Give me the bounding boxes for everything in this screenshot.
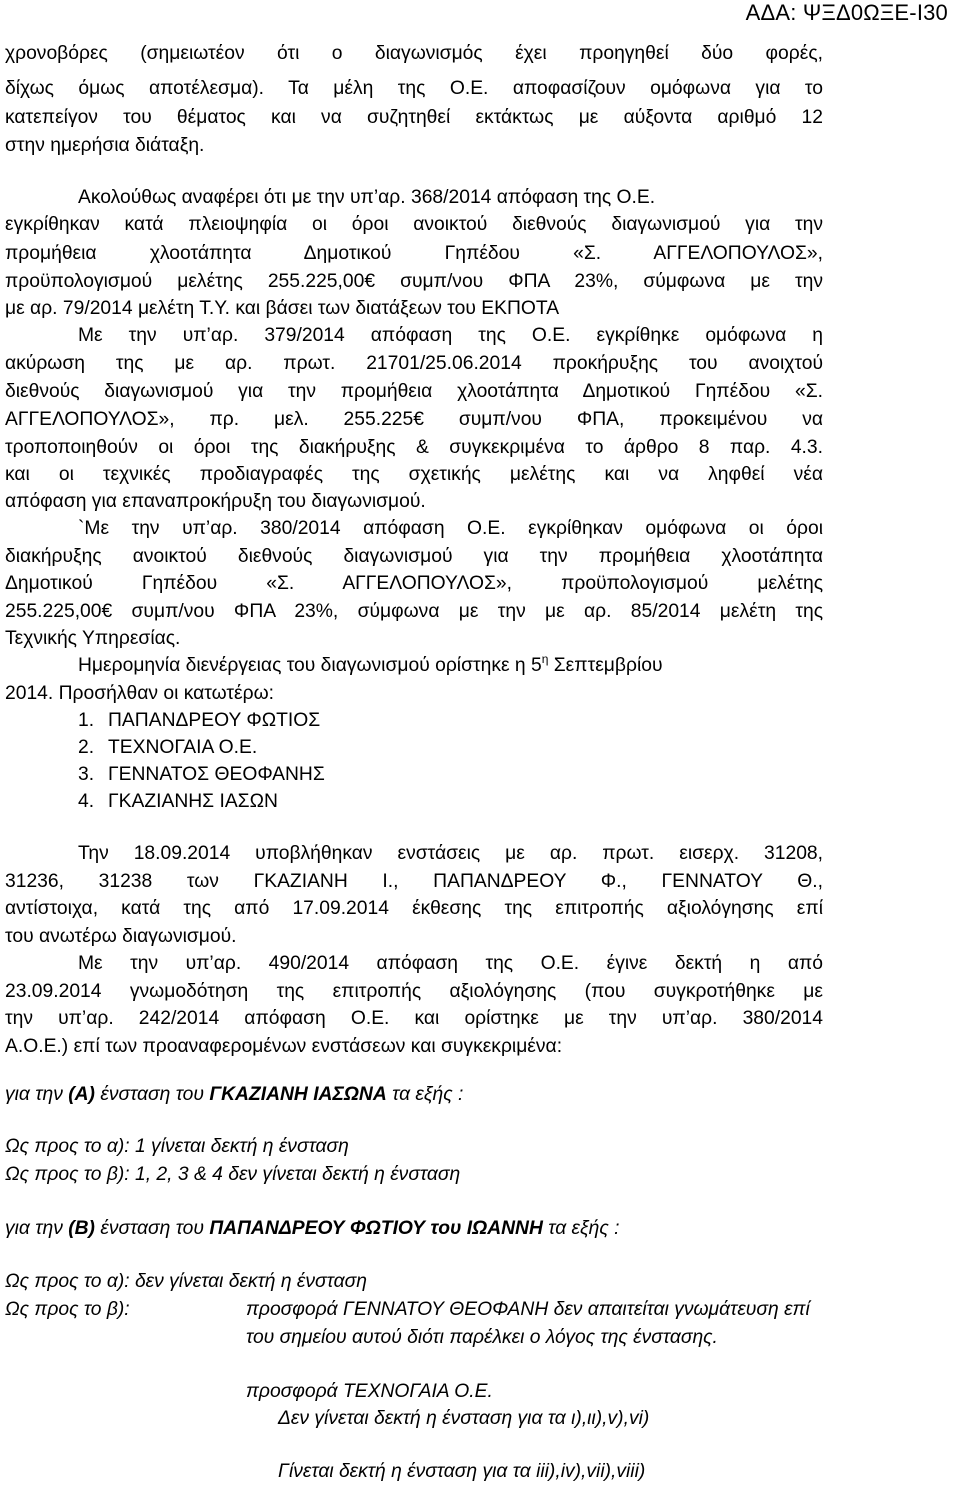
text-line: 31236, 31238 των ΓΚΑΖΙΑΝΗ Ι., ΠΑΠΑΝΔΡΕΟΥ Φ., ΓΕΝΝΑΤΟΥ Θ., bbox=[5, 871, 823, 892]
ordinal-superscript: η bbox=[541, 652, 549, 666]
bidder-name: ΤΕΧΝΟΓΑΙΑ Ο.Ε. bbox=[108, 737, 258, 758]
objector-name: ΓΚΑΖΙΑΝΗ ΙΑΣΩΝΑ bbox=[209, 1084, 387, 1105]
objection-letter: (Β) bbox=[68, 1218, 95, 1239]
ruling-line: Ως προς το β): 1, 2, 3 & 4 δεν γίνεται δεκτή η ένσταση bbox=[5, 1164, 461, 1185]
text-line: ΑΓΓΕΛΟΠΟΥΛΟΣ», πρ. μελ. 255.225€ συμπ/νου ΦΠΑ, προκειμένου να bbox=[5, 409, 823, 430]
text-line: 255.225,00€ συμπ/νου ΦΠΑ 23%, σύμφωνα με την με αρ. 85/2014 μελέτη της bbox=[5, 601, 823, 622]
bidder-name: ΓΚΑΖΙΑΝΗΣ ΙΑΣΩΝ bbox=[108, 791, 278, 812]
bidder-name: ΓΕΝΝΑΤΟΣ ΘΕΟΦΑΝΗΣ bbox=[108, 764, 325, 785]
text-line bbox=[78, 654, 823, 678]
heading-text: για την bbox=[5, 1218, 69, 1239]
text-line: εγκρίθηκαν κατά πλειοψηφία οι όροι ανοικτού διεθνούς διαγωνισμού για την bbox=[5, 214, 823, 235]
text-line: με αρ. 79/2014 μελέτη Τ.Υ. και βάσει των διατάξεων του ΕΚΠΟΤΑ bbox=[5, 298, 560, 319]
text-line: Τεχνικής Υπηρεσίας. bbox=[5, 628, 181, 649]
ruling-line: προσφορά ΤΕΧΝΟΓΑΙΑ Ο.Ε. bbox=[246, 1381, 493, 1402]
text-line: Με την υπ’αρ. 490/2014 απόφαση της Ο.Ε. έγινε δεκτή η από bbox=[78, 953, 823, 974]
heading-text: για την bbox=[5, 1084, 69, 1105]
text-line: την υπ’αρ. 242/2014 απόφαση Ο.Ε. και ορίστηκε με την υπ’αρ. 380/2014 bbox=[5, 1008, 823, 1029]
text-line: προϋπολογισμού μελέτης 255.225,00€ συμπ/νου ΦΠΑ 23%, σύμφωνα με την bbox=[5, 271, 823, 292]
text-line: Την 18.09.2014 υποβλήθηκαν ενστάσεις με αρ. πρωτ. εισερχ. 31208, bbox=[78, 843, 823, 864]
objection-b-heading bbox=[5, 1217, 823, 1241]
list-item bbox=[78, 763, 325, 787]
text-line: προμήθεια χλοοτάπητα Δημοτικού Γηπέδου «Σ. ΑΓΓΕΛΟΠΟΥΛΟΣ», bbox=[5, 243, 823, 264]
text-line: στην ημερήσια διάταξη. bbox=[5, 135, 205, 156]
text-line: Με την υπ’αρ. 379/2014 απόφαση της Ο.Ε. εγκρίθηκε ομόφωνα η bbox=[78, 325, 823, 346]
text-line: Ακολούθως αναφέρει ότι με την υπ’αρ. 368/2014 απόφαση της Ο.Ε. bbox=[78, 187, 656, 208]
text-line: διεθνούς διαγωνισμού για την προμήθεια χλοοτάπητα Δημοτικού Γηπέδου «Σ. bbox=[5, 381, 823, 402]
ruling-line: Ως προς το α): δεν γίνεται δεκτή η ένσταση bbox=[5, 1271, 367, 1292]
text-line: `Με την υπ’αρ. 380/2014 απόφαση Ο.Ε. εγκρίθηκαν ομόφωνα οι όροι bbox=[78, 518, 823, 539]
list-number: 1. bbox=[78, 710, 95, 731]
text-line: 2014. Προσήλθαν οι κατωτέρω: bbox=[5, 683, 274, 704]
list-item bbox=[78, 709, 320, 733]
text-line: Δημοτικού Γηπέδου «Σ. ΑΓΓΕΛΟΠΟΥΛΟΣ», προϋπολογισμού μελέτης bbox=[5, 573, 823, 594]
text-line: ακύρωση της με αρ. πρωτ. 21701/25.06.2014 προκήρυξης του ανοιχτού bbox=[5, 353, 823, 374]
heading-text: τα εξής : bbox=[386, 1084, 464, 1105]
ada-code: ΑΔΑ: ΨΞΔ0ΩΞΕ-Ι30 bbox=[745, 0, 948, 25]
month-text: Σεπτεμβρίου bbox=[548, 655, 663, 676]
bidder-name: ΠΑΠΑΝΔΡΕΟΥ ΦΩΤΙΟΣ bbox=[108, 710, 321, 731]
text-line: διακήρυξης ανοικτού διεθνούς διαγωνισμού για την προμήθεια χλοοτάπητα bbox=[5, 546, 823, 567]
text-line: αντίστοιχα, κατά της από 17.09.2014 έκθεσης της επιτροπής αξιολόγησης επί bbox=[5, 898, 823, 919]
ruling-line: προσφορά ΓΕΝΝΑΤΟΥ ΘΕΟΦΑΝΗ δεν απαιτείται γνωμάτευση επί bbox=[246, 1299, 810, 1320]
objector-name: ΠΑΠΑΝΔΡΕΟΥ ΦΩΤΙΟΥ του ΙΩΑΝΝΗ bbox=[209, 1218, 543, 1239]
heading-text: τα εξής : bbox=[542, 1218, 620, 1239]
list-number: 3. bbox=[78, 764, 95, 785]
ruling-label: Ως προς το β): bbox=[5, 1299, 130, 1320]
text-line: χρονοβόρες (σημειωτέον ότι ο διαγωνισμός έχει προηγηθεί δύο φορές, bbox=[5, 43, 823, 64]
text-line: κατεπείγον του θέματος και να συζητηθεί εκτάκτως με αύξοντα αριθμό 12 bbox=[5, 107, 823, 128]
text-line: και οι τεχνικές προδιαγραφές της σχετικής μελέτης και να ληφθεί νέα bbox=[5, 464, 823, 485]
text-line: Α.Ο.Ε.) επί των προαναφερομένων ενστάσεων και συγκεκριμένα: bbox=[5, 1036, 563, 1057]
list-item bbox=[78, 790, 278, 814]
list-number: 4. bbox=[78, 791, 95, 812]
objection-letter: (Α) bbox=[68, 1084, 95, 1105]
ruling-line: Δεν γίνεται δεκτή η ένσταση για τα ι),ιι),v),vi) bbox=[278, 1408, 650, 1429]
ruling-line: του σημείου αυτού διότι παρέλκει ο λόγος της ένστασης. bbox=[246, 1327, 718, 1348]
list-item bbox=[78, 736, 257, 760]
text-line: του ανωτέρω διαγωνισμού. bbox=[5, 926, 237, 947]
text-line: τροποποιηθούν οι όροι της διακήρυξης & συγκεκριμένα το άρθρο 8 παρ. 4.3. bbox=[5, 437, 823, 458]
date-text: Ημερομηνία διενέργειας του διαγωνισμού ορίστηκε η 5 bbox=[78, 655, 542, 676]
text-line: 23.09.2014 γνωμοδότηση της επιτροπής αξιολόγησης (που συγκροτήθηκε με bbox=[5, 981, 823, 1002]
ruling-line: Γίνεται δεκτή η ένσταση για τα iii),iv),vii),viii) bbox=[278, 1461, 646, 1482]
text-line: δίχως όμως αποτέλεσμα). Τα μέλη της Ο.Ε. αποφασίζουν ομόφωνα για το bbox=[5, 78, 823, 99]
list-number: 2. bbox=[78, 737, 95, 758]
heading-text: ένσταση του bbox=[94, 1218, 210, 1239]
objection-a-heading bbox=[5, 1083, 823, 1107]
text-line: απόφαση για επαναπροκήρυξη του διαγωνισμού. bbox=[5, 491, 426, 512]
heading-text: ένσταση του bbox=[94, 1084, 210, 1105]
ruling-line: Ως προς το α): 1 γίνεται δεκτή η ένσταση bbox=[5, 1136, 349, 1157]
